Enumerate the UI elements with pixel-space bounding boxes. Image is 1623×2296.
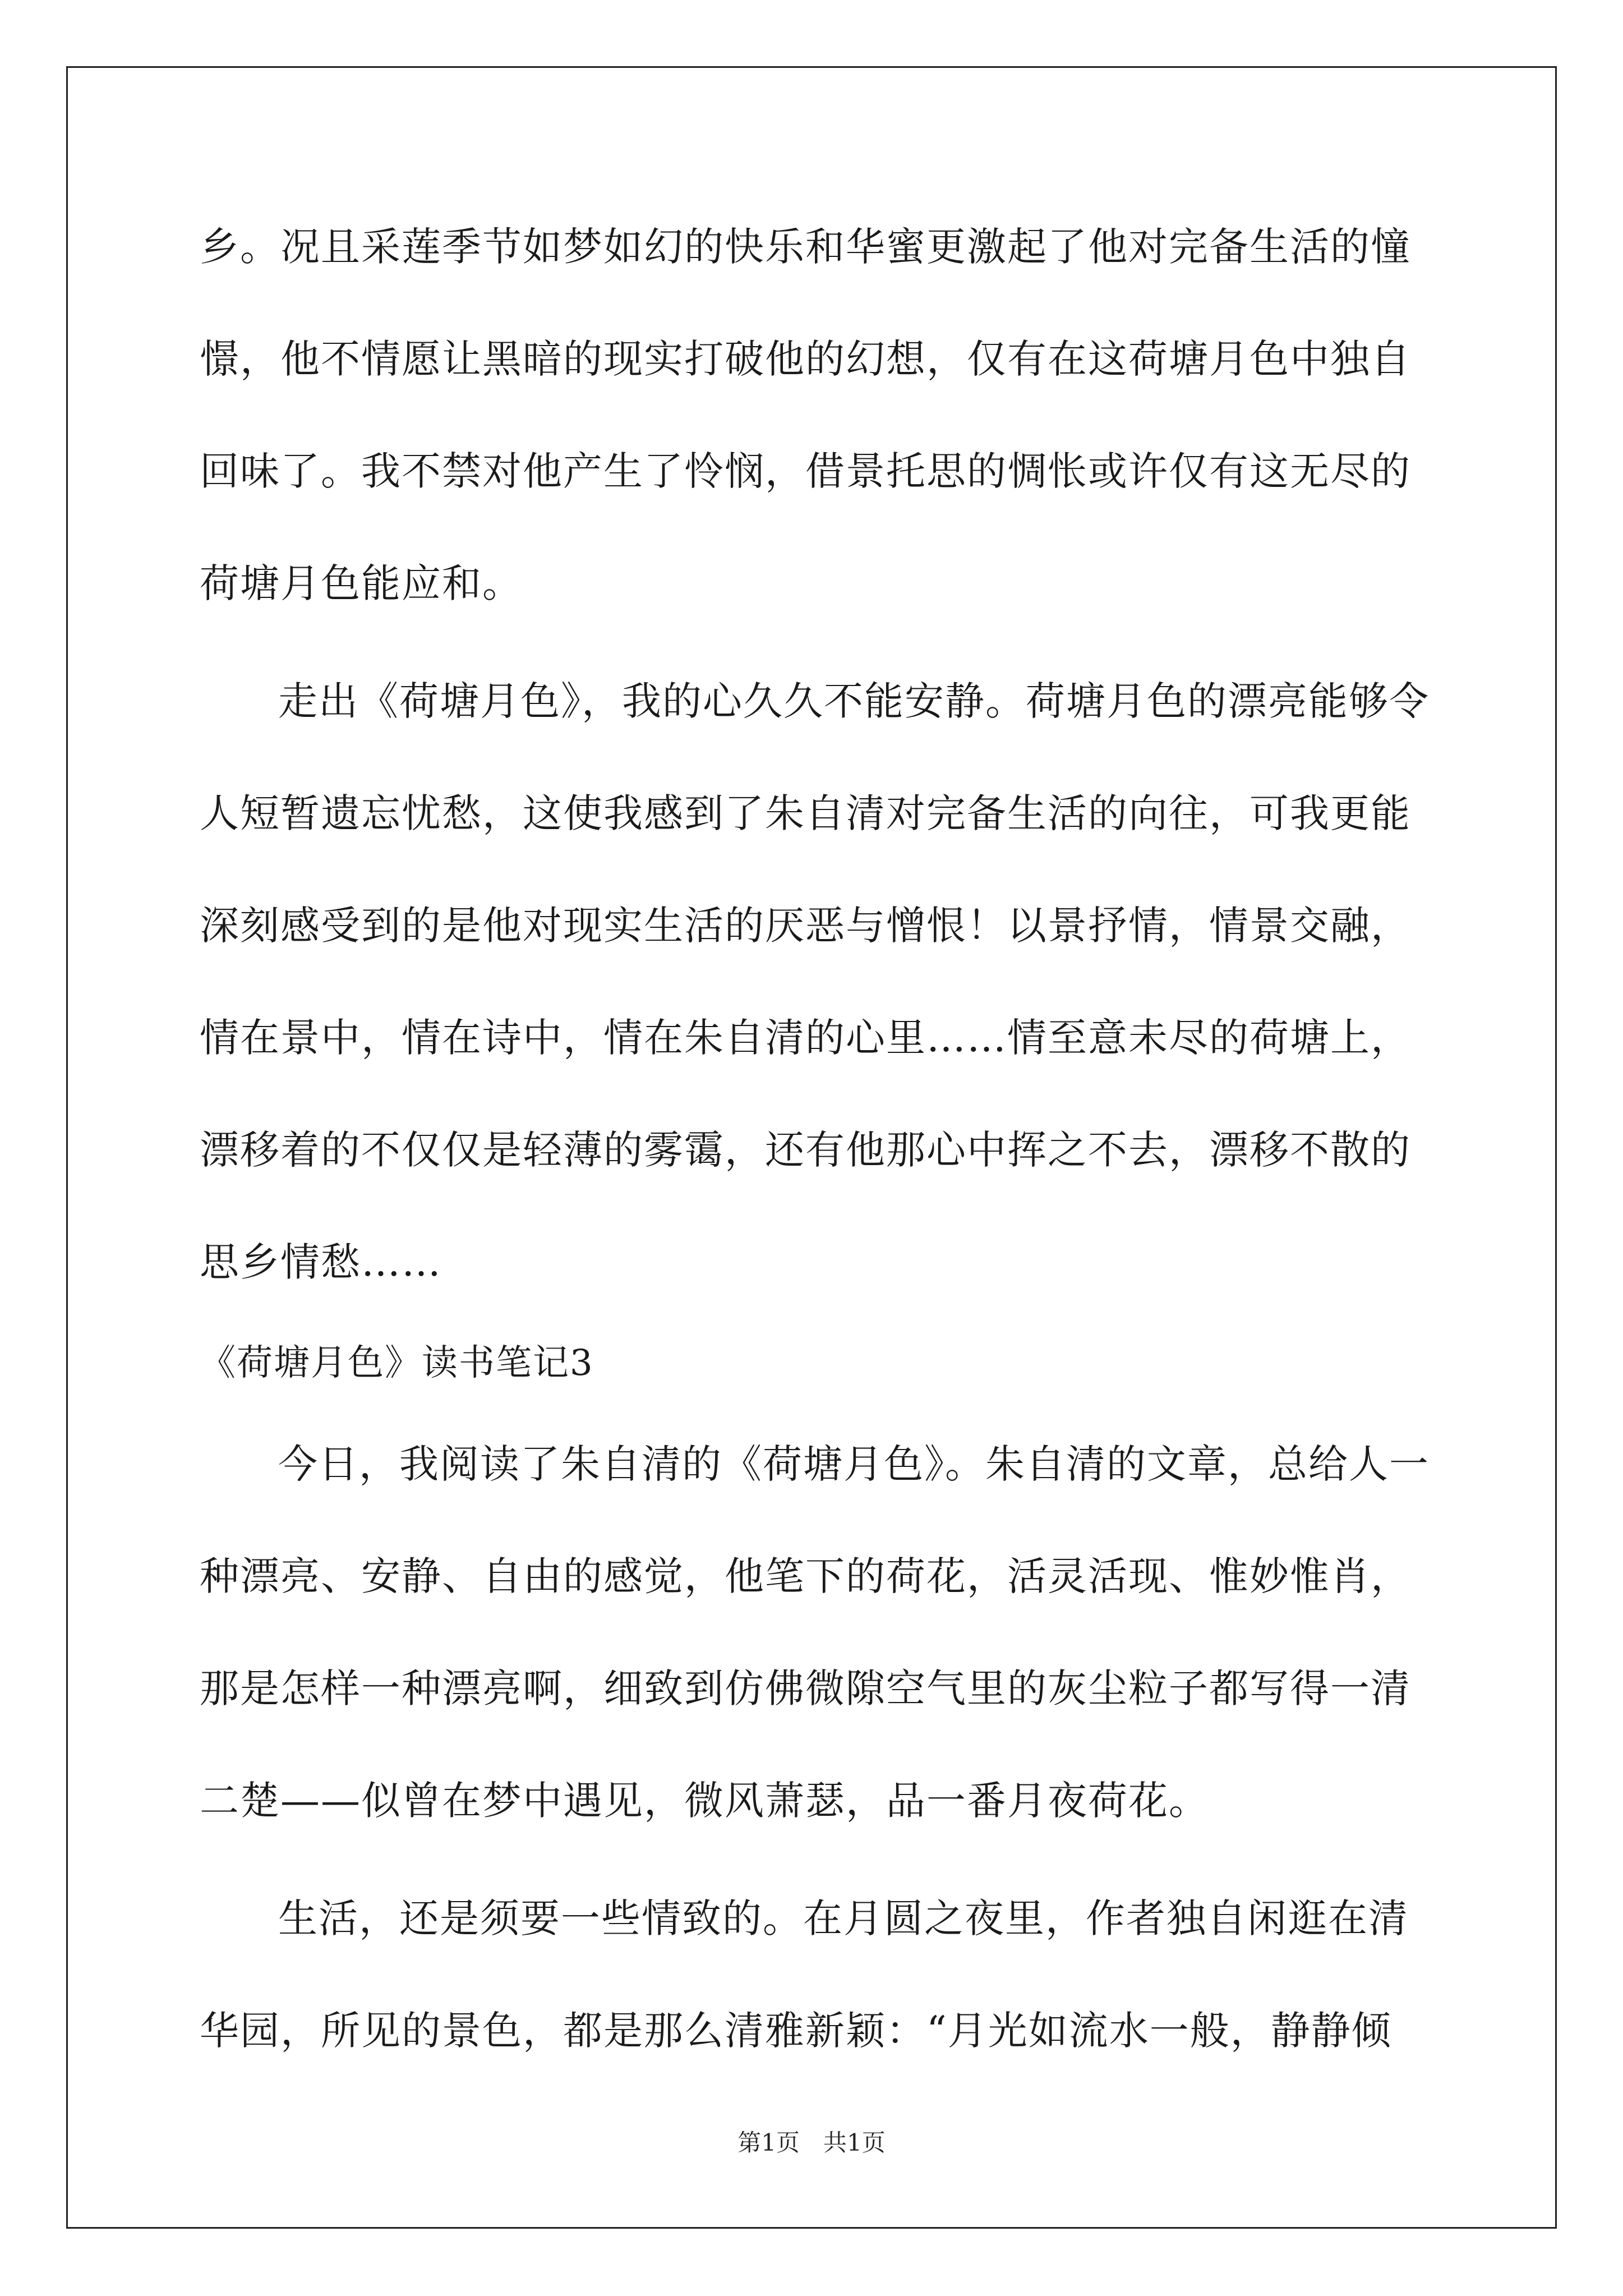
- page-number-footer: 第1页 共1页: [737, 2129, 886, 2156]
- paragraph-line: 人短暂遗忘忧愁，这使我感到了朱自清对完备生活的向往，可我更能: [200, 790, 1411, 836]
- section-heading: 《荷塘月色》读书笔记3: [200, 1342, 594, 1384]
- paragraph-line: 深刻感受到的是他对现实生活的厌恶与憎恨！以景抒情，情景交融，: [200, 903, 1411, 949]
- paragraph-line: 荷塘月色能应和。: [200, 560, 523, 606]
- paragraph-line: 回味了。我不禁对他产生了怜悯，借景托思的惆怅或许仅有这无尽的: [200, 448, 1411, 494]
- paragraph-line: 情在景中，情在诗中，情在朱自清的心里……情至意未尽的荷塘上，: [200, 1015, 1411, 1061]
- paragraph-line: 今日，我阅读了朱自清的《荷塘月色》。朱自清的文章，总给人一: [278, 1441, 1430, 1487]
- paragraph-line: 漂移着的不仅仅是轻薄的雾霭，还有他那心中挥之不去，漂移不散的: [200, 1127, 1411, 1173]
- paragraph-line: 走出《荷塘月色》，我的心久久不能安静。荷塘月色的漂亮能够令: [278, 678, 1430, 724]
- paragraph-line: 思乡情愁……: [200, 1239, 442, 1285]
- paragraph-line: 华园，所见的景色，都是那么清雅新颖：“月光如流水一般，静静倾: [200, 2008, 1392, 2054]
- paragraph-line: 乡。况且采莲季节如梦如幻的快乐和华蜜更激起了他对完备生活的憧: [200, 224, 1411, 270]
- paragraph-line: 憬，他不情愿让黑暗的现实打破他的幻想，仅有在这荷塘月色中独自: [200, 336, 1411, 382]
- paragraph-line: 种漂亮、安静、自由的感觉，他笔下的荷花，活灵活现、惟妙惟肖，: [200, 1553, 1411, 1599]
- paragraph-line: 二楚——似曾在梦中遇见，微风萧瑟，品一番月夜荷花。: [200, 1778, 1209, 1824]
- paragraph-line: 那是怎样一种漂亮啊，细致到仿佛微隙空气里的灰尘粒子都写得一清: [200, 1665, 1411, 1711]
- paragraph-line: 生活，还是须要一些情致的。在月圆之夜里，作者独自闲逛在清: [278, 1895, 1409, 1941]
